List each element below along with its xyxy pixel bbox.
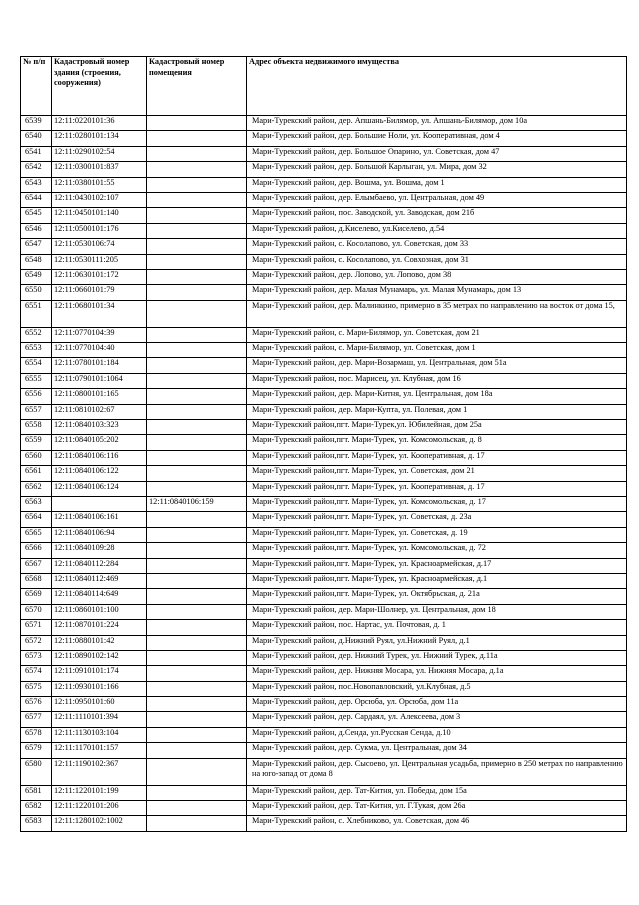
building-cadastral-number: 12:11:0290102:54 [52,146,147,161]
room-cadastral-number [147,589,247,604]
room-cadastral-number [147,285,247,300]
building-cadastral-number: 12:11:0800101:165 [52,389,147,404]
building-cadastral-number: 12:11:0790101:1064 [52,373,147,388]
table-row [21,801,627,816]
property-address: Мари-Турекский район, дер. Малинкино, примерно в 35 метрах по направлению на восток от дома 15, [247,300,627,327]
building-cadastral-number: 12:11:0280101:134 [52,131,147,146]
table-row [21,527,627,542]
room-cadastral-number [147,131,247,146]
table-row [21,512,627,527]
property-address: Мари-Турекский район, дер. Сысоево, ул. Центральная усадьба, примерно в 250 метрах по направлению на юго-запад от дома 8 [247,758,627,785]
table-row [21,343,627,358]
property-address: Мари-Турекский район, дер. Большой Карлыган, ул. Мира, дом 32 [247,162,627,177]
building-cadastral-number: 12:11:0910101:174 [52,666,147,681]
table-row [21,239,627,254]
table-row [21,373,627,388]
row-number: 6582 [21,801,52,816]
room-cadastral-number [147,727,247,742]
property-address: Мари-Турекский район, дер. Лопово, ул. Лопово, дом 38 [247,269,627,284]
row-number: 6566 [21,543,52,558]
property-address: Мари-Турекский район, дер. Мари-Возармаш, ул. Центральная, дом 51а [247,358,627,373]
room-cadastral-number [147,177,247,192]
property-address: Мари-Турекский район,пгт. Мари-Турек, ул. Октябрьская, д. 21а [247,589,627,604]
table-row [21,192,627,207]
building-cadastral-number: 12:11:0810102:67 [52,404,147,419]
property-address: Мари-Турекский район,пгт. Мари-Турек, ул. Комсомольская, д. 17 [247,496,627,511]
table-row [21,681,627,696]
table-row [21,481,627,496]
property-address: Мари-Турекский район, пос.Новопавловский, ул.Клубная, д.5 [247,681,627,696]
row-number: 6575 [21,681,52,696]
table-row [21,404,627,419]
property-address: Мари-Турекский район, д.Нижний Руял, ул.Нижний Руял, д.1 [247,635,627,650]
row-number: 6557 [21,404,52,419]
property-address: Мари-Турекский район, пос. Нартас, ул. Почтовая, д. 1 [247,620,627,635]
building-cadastral-number: 12:11:0840106:116 [52,450,147,465]
table-row [21,420,627,435]
property-address: Мари-Турекский район,пгт. Мари-Турек, ул. Советская, д. 19 [247,527,627,542]
property-address: Мари-Турекский район,пгт. Мари-Турек, ул. Советская, д. 23а [247,512,627,527]
row-number: 6581 [21,785,52,800]
property-address: Мари-Турекский район, дер. Апшань-Билямор, ул. Апшань-Билямор, дом 10а [247,116,627,131]
table-row [21,543,627,558]
building-cadastral-number: 12:11:1220101:206 [52,801,147,816]
row-number: 6556 [21,389,52,404]
building-cadastral-number: 12:11:0300101:837 [52,162,147,177]
building-cadastral-number: 12:11:0840106:124 [52,481,147,496]
property-address: Мари-Турекский район, с. Косолапово, ул. Совхозная, дом 31 [247,254,627,269]
table-row [21,573,627,588]
table-row [21,116,627,131]
building-cadastral-number: 12:11:1110101:394 [52,712,147,727]
table-row [21,162,627,177]
room-cadastral-number [147,146,247,161]
room-cadastral-number [147,743,247,758]
row-number: 6549 [21,269,52,284]
row-number: 6568 [21,573,52,588]
row-number: 6554 [21,358,52,373]
row-number: 6579 [21,743,52,758]
building-cadastral-number: 12:11:0780101:184 [52,358,147,373]
row-number: 6542 [21,162,52,177]
property-address: Мари-Турекский район, дер. Елымбаево, ул. Центральная, дом 49 [247,192,627,207]
building-cadastral-number: 12:11:0770104:40 [52,343,147,358]
property-address: Мари-Турекский район, дер. Большое Опарино, ул. Советская, дом 47 [247,146,627,161]
room-cadastral-number [147,512,247,527]
building-cadastral-number: 12:11:0840106:161 [52,512,147,527]
room-cadastral-number [147,666,247,681]
property-address: Мари-Турекский район,пгт. Мари-Турек, ул. Комсомольская, д. 72 [247,543,627,558]
table-row [21,131,627,146]
room-cadastral-number [147,254,247,269]
room-cadastral-number [147,620,247,635]
room-cadastral-number [147,239,247,254]
table-row [21,589,627,604]
row-number: 6578 [21,727,52,742]
header-row-number: № п/п [21,57,52,116]
room-cadastral-number [147,373,247,388]
building-cadastral-number: 12:11:0770104:39 [52,327,147,342]
building-cadastral-number [52,496,147,511]
property-address: Мари-Турекский район, дер. Тат-Китня, ул. Г.Тукая, дом 26а [247,801,627,816]
row-number: 6546 [21,223,52,238]
header-address: Адрес объекта недвижимого имущества [247,57,627,116]
row-number: 6569 [21,589,52,604]
room-cadastral-number [147,801,247,816]
property-address: Мари-Турекский район, д.Киселево, ул.Киселево, д.54 [247,223,627,238]
property-address: Мари-Турекский район,пгт. Мари-Турек, ул. Кооперативная, д. 17 [247,450,627,465]
building-cadastral-number: 12:11:1280102:1002 [52,816,147,831]
row-number: 6541 [21,146,52,161]
row-number: 6558 [21,420,52,435]
row-number: 6555 [21,373,52,388]
building-cadastral-number: 12:11:0380101:55 [52,177,147,192]
building-cadastral-number: 12:11:0840106:94 [52,527,147,542]
table-row [21,785,627,800]
row-number: 6562 [21,481,52,496]
building-cadastral-number: 12:11:0220101:36 [52,116,147,131]
table-row [21,816,627,831]
table-row [21,620,627,635]
building-cadastral-number: 12:11:0890102:142 [52,650,147,665]
property-address: Мари-Турекский район, дер. Тат-Китня, ул. Победы, дом 15а [247,785,627,800]
building-cadastral-number: 12:11:0530111:205 [52,254,147,269]
room-cadastral-number [147,192,247,207]
room-cadastral-number [147,697,247,712]
building-cadastral-number: 12:11:0840103:323 [52,420,147,435]
building-cadastral-number: 12:11:1220101:199 [52,785,147,800]
header-room-cadastral: Кадастровый номер помещения [147,57,247,116]
room-cadastral-number [147,404,247,419]
table-row [21,466,627,481]
property-table [20,56,627,832]
row-number: 6583 [21,816,52,831]
row-number: 6570 [21,604,52,619]
room-cadastral-number [147,712,247,727]
building-cadastral-number: 12:11:0840109:28 [52,543,147,558]
property-address: Мари-Турекский район, пос. Заводской, ул. Заводская, дом 21б [247,208,627,223]
property-address: Мари-Турекский район,пгт. Мари-Турек, ул. Красноармейская, д.1 [247,573,627,588]
property-address: Мари-Турекский район,пгт. Мари-Турек, ул. Советская, дом 21 [247,466,627,481]
room-cadastral-number [147,604,247,619]
room-cadastral-number [147,816,247,831]
property-address: Мари-Турекский район,пгт. Мари-Турек, ул. Комсомольская, д. 8 [247,435,627,450]
property-address: Мари-Турекский район, с. Мари-Билямор, ул. Советская, дом 21 [247,327,627,342]
row-number: 6547 [21,239,52,254]
room-cadastral-number [147,435,247,450]
table-row [21,358,627,373]
table-row [21,269,627,284]
table-row [21,650,627,665]
row-number: 6564 [21,512,52,527]
property-address: Мари-Турекский район, дер. Вошма, ул. Вошма, дом 1 [247,177,627,192]
building-cadastral-number: 12:11:1190102:367 [52,758,147,785]
property-address: Мари-Турекский район,пгт. Мари-Турек, ул. Красноармейская, д.17 [247,558,627,573]
row-number: 6559 [21,435,52,450]
room-cadastral-number [147,116,247,131]
room-cadastral-number [147,635,247,650]
row-number: 6573 [21,650,52,665]
row-number: 6539 [21,116,52,131]
property-address: Мари-Турекский район,пгт. Мари-Турек,ул. Юбилейная, дом 25а [247,420,627,435]
property-address: Мари-Турекский район, дер. Сукма, ул. Центральная, дом 34 [247,743,627,758]
property-address: Мари-Турекский район, пос. Марисец, ул. Клубная, дом 16 [247,373,627,388]
row-number: 6553 [21,343,52,358]
property-address: Мари-Турекский район, дер. Мари-Шолнер, ул. Центральная, дом 18 [247,604,627,619]
building-cadastral-number: 12:11:0430102:107 [52,192,147,207]
table-row [21,177,627,192]
table-row [21,758,627,785]
row-number: 6576 [21,697,52,712]
table-row [21,327,627,342]
room-cadastral-number [147,389,247,404]
table-row [21,712,627,727]
building-cadastral-number: 12:11:0660101:79 [52,285,147,300]
row-number: 6552 [21,327,52,342]
table-row [21,300,627,327]
building-cadastral-number: 12:11:0630101:172 [52,269,147,284]
table-row [21,435,627,450]
building-cadastral-number: 12:11:0840106:122 [52,466,147,481]
property-address: Мари-Турекский район, дер. Нижний Турек, ул. Нижний Турек, д.11а [247,650,627,665]
table-row [21,285,627,300]
property-address: Мари-Турекский район, с. Мари-Билямор, ул. Советская, дом 1 [247,343,627,358]
property-address: Мари-Турекский район, дер. Большие Ноли, ул. Кооперативная, дом 4 [247,131,627,146]
property-address: Мари-Турекский район, дер. Нижняя Мосара, ул. Нижняя Мосара, д.1а [247,666,627,681]
table-row [21,450,627,465]
property-address: Мари-Турекский район, с. Хлебниково, ул. Советская, дом 46 [247,816,627,831]
row-number: 6551 [21,300,52,327]
table-body [21,116,627,832]
table-row [21,254,627,269]
table-row [21,558,627,573]
table-row [21,604,627,619]
building-cadastral-number: 12:11:1170101:157 [52,743,147,758]
room-cadastral-number [147,543,247,558]
building-cadastral-number: 12:11:0880101:42 [52,635,147,650]
building-cadastral-number: 12:11:1130103:104 [52,727,147,742]
room-cadastral-number [147,223,247,238]
building-cadastral-number: 12:11:0840112:284 [52,558,147,573]
property-address: Мари-Турекский район, д.Сенда, ул.Русская Сенда, д.10 [247,727,627,742]
building-cadastral-number: 12:11:0840112:469 [52,573,147,588]
building-cadastral-number: 12:11:0950101:60 [52,697,147,712]
room-cadastral-number [147,527,247,542]
building-cadastral-number: 12:11:0500101:176 [52,223,147,238]
row-number: 6545 [21,208,52,223]
property-address: Мари-Турекский район, дер. Мари-Купта, ул. Полевая, дом 1 [247,404,627,419]
row-number: 6543 [21,177,52,192]
room-cadastral-number [147,327,247,342]
building-cadastral-number: 12:11:0840105:202 [52,435,147,450]
row-number: 6567 [21,558,52,573]
room-cadastral-number [147,162,247,177]
table-row [21,697,627,712]
table-row [21,743,627,758]
building-cadastral-number: 12:11:0870101:224 [52,620,147,635]
room-cadastral-number [147,681,247,696]
row-number: 6572 [21,635,52,650]
row-number: 6565 [21,527,52,542]
property-address: Мари-Турекский район, дер. Мари-Китня, ул. Центральная, дом 18а [247,389,627,404]
room-cadastral-number [147,481,247,496]
row-number: 6550 [21,285,52,300]
table-row [21,223,627,238]
row-number: 6560 [21,450,52,465]
room-cadastral-number [147,785,247,800]
row-number: 6561 [21,466,52,481]
table-header-row [21,57,627,116]
building-cadastral-number: 12:11:0840114:649 [52,589,147,604]
room-cadastral-number [147,208,247,223]
property-address: Мари-Турекский район, с. Косолапово, ул. Советская, дом 33 [247,239,627,254]
table-row [21,727,627,742]
property-address: Мари-Турекский район, дер. Сардаял, ул. Алексеева, дом 3 [247,712,627,727]
room-cadastral-number [147,420,247,435]
room-cadastral-number [147,358,247,373]
room-cadastral-number [147,466,247,481]
table-row [21,208,627,223]
table-row [21,496,627,511]
table-row [21,666,627,681]
table-row [21,389,627,404]
room-cadastral-number [147,573,247,588]
table-row [21,635,627,650]
room-cadastral-number [147,450,247,465]
room-cadastral-number: 12:11:0840106:159 [147,496,247,511]
row-number: 6540 [21,131,52,146]
row-number: 6577 [21,712,52,727]
row-number: 6571 [21,620,52,635]
row-number: 6563 [21,496,52,511]
row-number: 6580 [21,758,52,785]
building-cadastral-number: 12:11:0930101:166 [52,681,147,696]
property-address: Мари-Турекский район, дер. Орсюба, ул. Орсюба, дом 11а [247,697,627,712]
room-cadastral-number [147,758,247,785]
table-row [21,146,627,161]
building-cadastral-number: 12:11:0860101:100 [52,604,147,619]
property-address: Мари-Турекский район,пгт. Мари-Турек, ул. Кооперативная, д. 17 [247,481,627,496]
room-cadastral-number [147,343,247,358]
room-cadastral-number [147,650,247,665]
row-number: 6544 [21,192,52,207]
header-building-cadastral: Кадастровый номер здания (строения, сооружения) [52,57,147,116]
document-page [20,56,626,832]
row-number: 6548 [21,254,52,269]
room-cadastral-number [147,300,247,327]
property-address: Мари-Турекский район, дер. Малая Мунамарь, ул. Малая Мунамарь, дом 13 [247,285,627,300]
building-cadastral-number: 12:11:0680101:34 [52,300,147,327]
room-cadastral-number [147,558,247,573]
building-cadastral-number: 12:11:0450101:140 [52,208,147,223]
room-cadastral-number [147,269,247,284]
row-number: 6574 [21,666,52,681]
building-cadastral-number: 12:11:0530106:74 [52,239,147,254]
